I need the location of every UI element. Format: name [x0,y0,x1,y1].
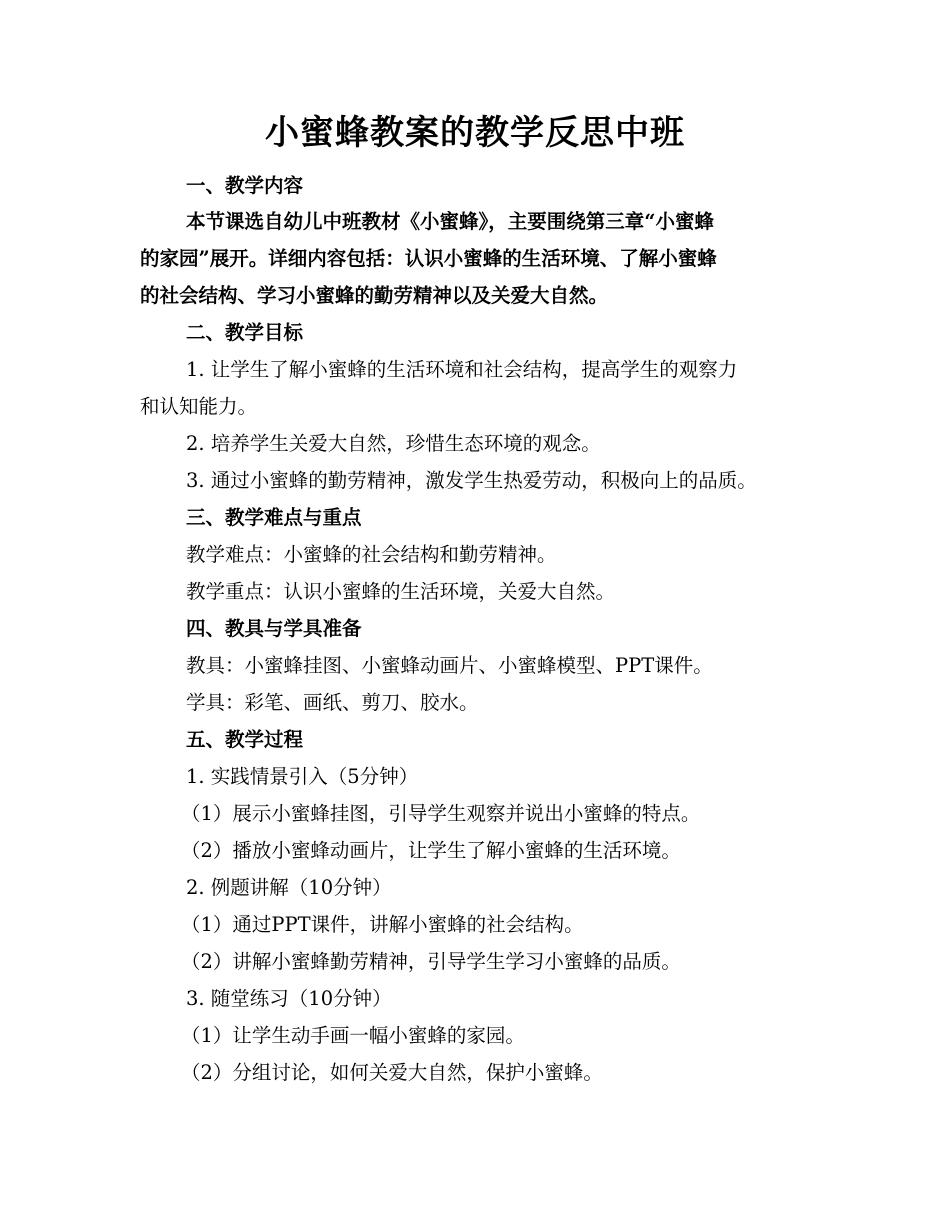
process-step-2-item-1: （1）通过PPT课件，讲解小蜜蜂的社会结构。 [181,913,584,936]
section-heading-materials: 四、教具与学具准备 [186,617,362,640]
content-paragraph-line-1: 本节课选自幼儿中班教材《小蜜蜂》，主要围绕第三章“小蜜蜂 [186,210,714,233]
process-step-1-item-2: （2）播放小蜜蜂动画片，让学生了解小蜜蜂的生活环境。 [181,839,681,862]
goal-item-3: 3. 通过小蜜蜂的勤劳精神，激发学生热爱劳动，积极向上的品质。 [186,469,757,492]
section-heading-process: 五、教学过程 [186,728,304,751]
section-heading-focus: 三、教学难点与重点 [186,506,362,529]
teacher-materials: 教具：小蜜蜂挂图、小蜜蜂动画片、小蜜蜂模型、PPT课件。 [186,654,713,677]
process-step-2-item-2: （2）讲解小蜜蜂勤劳精神，引导学生学习小蜜蜂的品质。 [181,950,681,973]
section-heading-content: 一、教学内容 [186,174,304,197]
content-paragraph-line-2: 的家园”展开。详细内容包括：认识小蜜蜂的生活环境、了解小蜜蜂 [140,247,717,270]
section-heading-goals: 二、教学目标 [186,321,304,344]
student-materials: 学具：彩笔、画纸、剪刀、胶水。 [186,691,479,714]
process-step-3-item-2: （2）分组讨论，如何关爱大自然，保护小蜜蜂。 [181,1061,603,1084]
goal-item-1-continued: 和认知能力。 [140,395,258,418]
teaching-difficulty: 教学难点：小蜜蜂的社会结构和勤劳精神。 [186,543,557,566]
process-step-1: 1. 实践情景引入（5分钟） [186,765,419,788]
process-step-1-item-1: （1）展示小蜜蜂挂图，引导学生观察并说出小蜜蜂的特点。 [181,802,701,825]
process-step-2: 2. 例题讲解（10分钟） [186,876,392,899]
teaching-key-point: 教学重点：认识小蜜蜂的生活环境，关爱大自然。 [186,580,616,603]
document-title: 小蜜蜂教案的教学反思中班 [265,113,685,153]
goal-item-2: 2. 培养学生关爱大自然，珍惜生态环境的观念。 [186,432,601,455]
goal-item-1: 1. 让学生了解小蜜蜂的生活环境和社会结构，提高学生的观察力 [186,358,738,381]
process-step-3-item-1: （1）让学生动手画一幅小蜜蜂的家园。 [181,1024,525,1047]
process-step-3: 3. 随堂练习（10分钟） [186,987,392,1010]
content-paragraph-line-3: 的社会结构、学习小蜜蜂的勤劳精神以及关爱大自然。 [140,284,609,307]
